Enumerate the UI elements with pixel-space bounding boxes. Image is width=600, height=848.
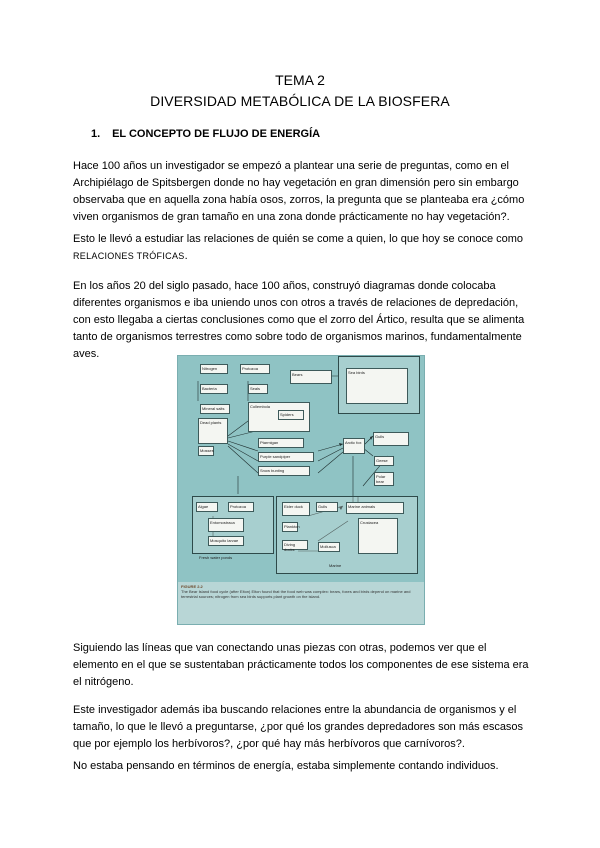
caption-body: Elton found that the food web was complex: bears, foxes and birds depend on marine and terrestrial sources; nitrogen from sea birds supports plant growth on the island.	[181, 589, 411, 599]
figure-caption	[178, 582, 424, 624]
food-web-figure	[177, 355, 425, 625]
section-number: 1.	[91, 128, 101, 140]
mosses-box: Mosses	[198, 446, 214, 456]
algae-box: Algae	[196, 502, 218, 512]
caption-title: FIGURE 2.2	[181, 584, 203, 589]
mineral-salts-box: Mineral salts	[200, 404, 230, 414]
paragraph-3: En los años 20 del siglo pasado, hace 100 años, construyó diagramas donde colocaba diferentes organismos e iba uniendo unos con otros a través de relaciones de depredación, con esto llegaba a ciertas conclusiones como que el zorro del Ártico, resulta que se alimenta tanto de organismos terrestres como sobre todo de organismos marinos, fundamentalmente aves.	[73, 280, 525, 360]
nitrogen-box: Nitrogen	[200, 364, 228, 374]
eider-duck-box: Eider duck	[282, 502, 310, 516]
marine-gulls-box: Gulls	[316, 502, 338, 512]
collembola-box: Collembola	[248, 402, 310, 432]
polar-bear-box: Polar bear	[374, 472, 394, 486]
caption-subtitle: The Bear Island food cycle (after Elton)	[181, 589, 251, 594]
mosquito-larvae-box: Mosquito larvae	[208, 536, 244, 546]
bears-box: Bears	[290, 370, 332, 384]
paragraph-5: Este investigador además iba buscando relaciones entre la abundancia de organismos y el tamaño, lo que le llevó a preguntarse, ¿por qué los grandes depredadores son más escasos que por ejemplo los herbívoros?, ¿por qué hay más herbívoros que carnívoros?.	[73, 704, 524, 750]
document-subtitle: DIVERSIDAD METABÓLICA DE LA BIOSFERA	[150, 93, 450, 109]
seals-box: Seals	[248, 384, 268, 394]
document-title: TEMA 2	[275, 72, 325, 88]
section-heading	[91, 128, 320, 140]
geese-box: Geese	[374, 456, 394, 466]
paragraph-6: No estaba pensando en términos de energía, estaba simplemente contando individuos.	[73, 760, 499, 772]
paragraph-2-text: Esto le llevó a estudiar las relaciones de quién se come a quien, lo que hoy se conoce como	[73, 233, 524, 245]
sea-birds-box: Sea birds	[346, 368, 408, 404]
gulls-box: Gulls	[373, 432, 409, 446]
marine-animals-box: Marine animals	[346, 502, 404, 514]
paragraph-4: Siguiendo las líneas que van conectando unas piezas con otras, podemos ver que el elemento en el que se sustentaban prácticamente todos los componentes de ese sistema era el nitrógeno.	[73, 642, 529, 688]
snow-bunting-box: Snow bunting	[258, 466, 310, 476]
arctic-fox-box: Arctic fox	[343, 438, 365, 454]
diving-ducks-box: Diving ducks	[282, 540, 308, 550]
trophic-term: RELACIONES TRÓFICAS	[73, 251, 185, 261]
crustacea-box: Crustacea	[358, 518, 398, 554]
spiders-box: Spiders	[278, 410, 304, 420]
entomostraca-box: Entomostraca	[208, 518, 244, 532]
bacteria-box: Bacteria	[200, 384, 228, 394]
paragraph-1: Hace 100 años un investigador se empezó a plantear una serie de preguntas, como en el Archipiélago de Spitsbergen donde no hay vegetación en gran dimensión pero sin embargo observaba que en aquella zona había osos, zorros, la pregunta que se planteaba era ¿cómo viven organismos de gran tamaño en una zona donde prácticamente no hay vegetación?.	[73, 160, 525, 223]
purple-sandpiper-box: Purple sandpiper	[258, 452, 314, 462]
marine-label: Marine	[329, 563, 342, 568]
paragraph-2-end: .	[184, 250, 188, 262]
plankton-box: Plankton	[282, 522, 298, 532]
protozoa-box: Protozoa	[240, 364, 270, 374]
section-title: EL CONCEPTO DE FLUJO DE ENERGÍA	[112, 128, 321, 140]
pond-protozoa-box: Protozoa	[228, 502, 254, 512]
fresh-water-label: Fresh water ponds	[199, 555, 233, 560]
ptarmigan-box: Ptarmigan	[258, 438, 304, 448]
dead-plants-box: Dead plants	[198, 418, 228, 444]
mollusca-box: Mollusca	[318, 542, 340, 552]
paragraph-2	[73, 231, 533, 265]
